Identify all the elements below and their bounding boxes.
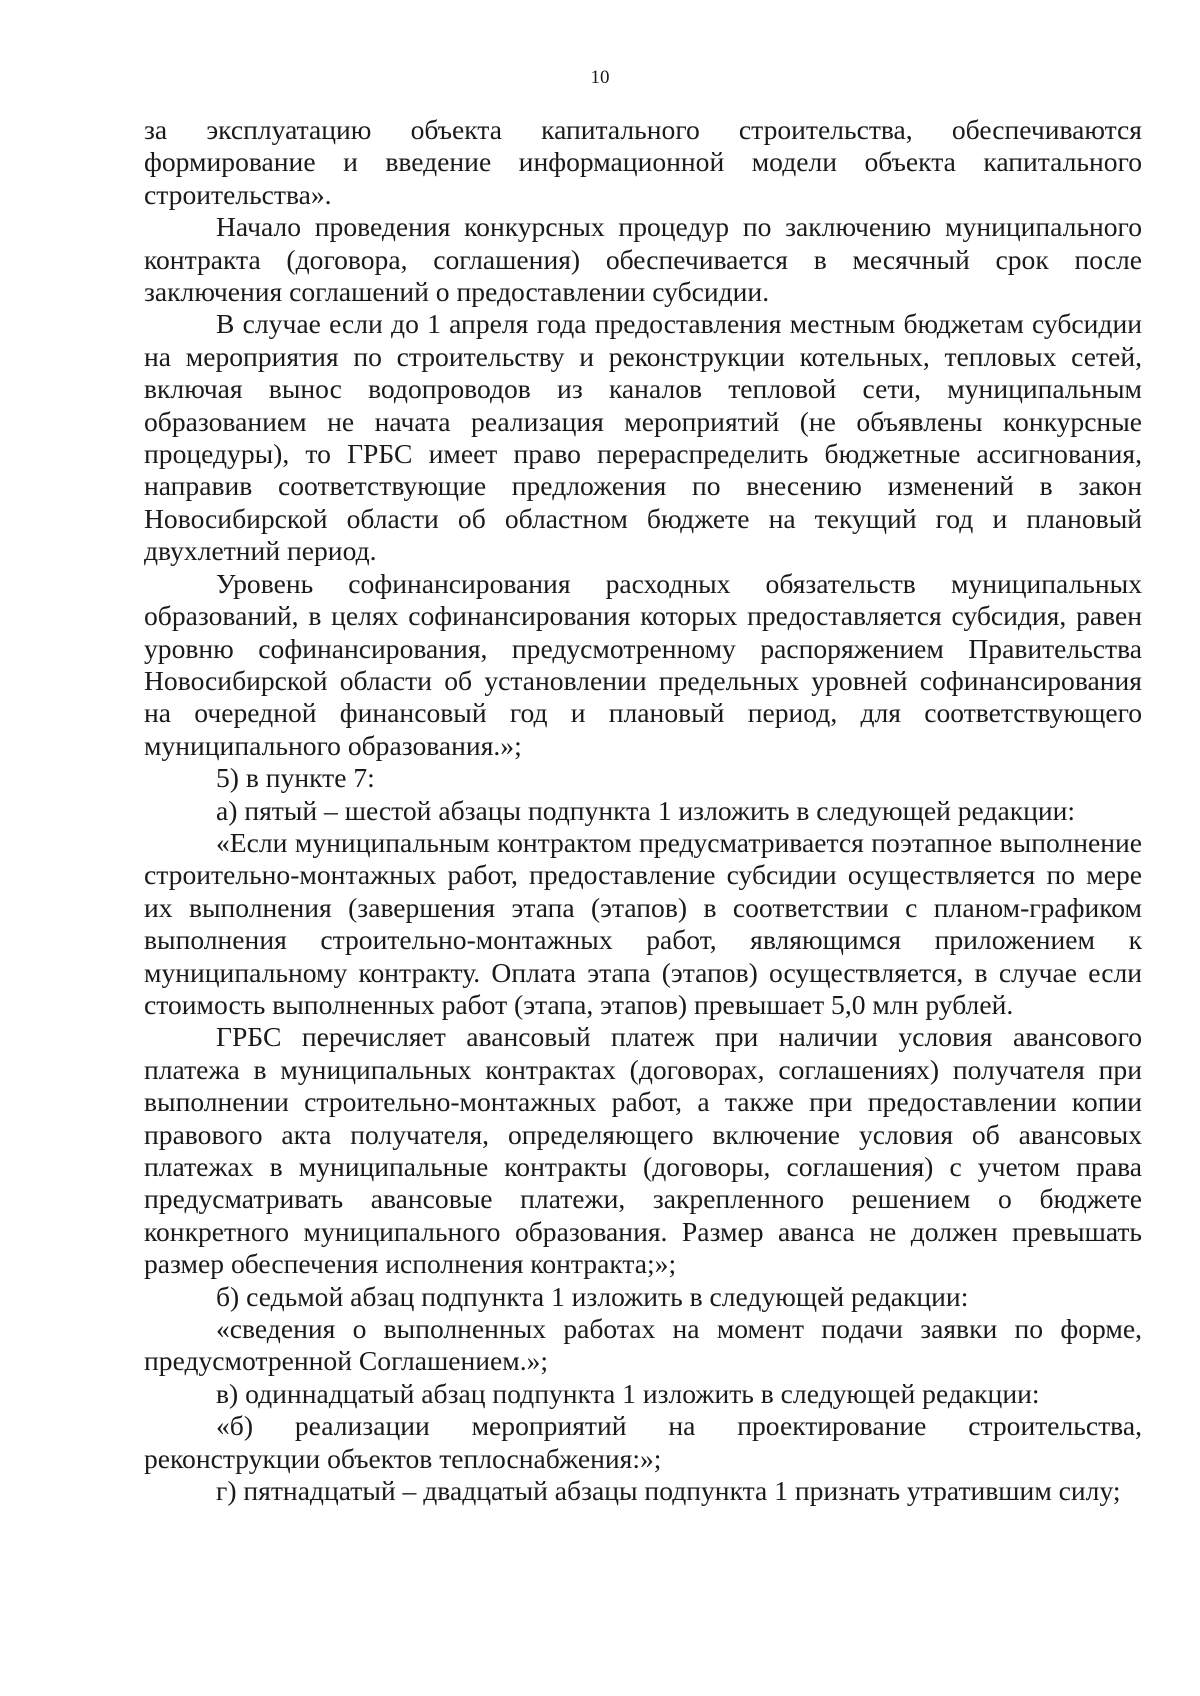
paragraph-tender-start: Начало проведения конкурсных процедур по заключению муниципального контракта (договора, соглашения) обеспечивается в месячный срок после заключения соглашений о предоставлении субсидии.: [144, 211, 1142, 308]
paragraph-item-5: 5) в пункте 7:: [216, 762, 375, 794]
paragraph-redistribution: В случае если до 1 апреля года предоставления местным бюджетам субсидии на мероприятия по строительству и реконструкции котельных, тепловых сетей, включая вынос водопроводов из каналов тепловой сети, муниципальным образованием не начата реализация мероприятий (не объявлены конкурсные процедуры), то ГРБС имеет право перераспределить бюджетные ассигнования, направив соответствующие предложения по внесению изменений в закон Новосибирской области об областном бюджете на текущий год и плановый двухлетний период.: [144, 308, 1142, 567]
paragraph-advance-payment: ГРБС перечисляет авансовый платеж при наличии условия авансового платежа в муниципальных контрактах (договорах, соглашениях) получателя при выполнении строительно-монтажных работ, а также при предоставлении копии правового акта получателя, определяющего включение условия об авансовых платежах в муниципальные контракты (договоры, соглашения) с учетом права предусматривать авансовые платежи, закрепленного решением о бюджете конкретного муниципального образования. Размер аванса не должен превышать размер обеспечения исполнения контракта;»;: [144, 1021, 1142, 1280]
paragraph-design-measures: «б) реализации мероприятий на проектирование строительства, реконструкции объектов теплоснабжения:»;: [144, 1410, 1142, 1474]
paragraph-item-a: а) пятый – шестой абзацы подпункта 1 изложить в следующей редакции:: [216, 794, 1076, 826]
paragraph-item-g: г) пятнадцатый – двадцатый абзацы подпункта 1 признать утратившим силу;: [216, 1475, 1121, 1507]
page-number: 10: [590, 67, 610, 88]
paragraph-continuation: за эксплуатацию объекта капитального строительства, обеспечиваются формирование и введение информационной модели объекта капитального строительства».: [144, 114, 1142, 210]
document-body: [144, 114, 1142, 1507]
paragraph-item-b: б) седьмой абзац подпункта 1 изложить в следующей редакции:: [216, 1280, 969, 1312]
paragraph-cofinancing-level: Уровень софинансирования расходных обязательств муниципальных образований, в целях софинансирования которых предоставляется субсидия, равен уровню софинансирования, предусмотренному распоряжением Правительства Новосибирской области об установлении предельных уровней софинансирования на очередной финансовый год и плановый период, для соответствующего муниципального образования.»;: [144, 567, 1142, 761]
paragraph-works-info: «сведения о выполненных работах на момент подачи заявки по форме, предусмотренной Соглашением.»;: [144, 1313, 1142, 1377]
paragraph-staged-works: «Если муниципальным контрактом предусматривается поэтапное выполнение строительно-монтажных работ, предоставление субсидии осуществляется по мере их выполнения (завершения этапа (этапов) в соответствии с планом-графиком выполнения строительно-монтажных работ, являющимся приложением к муниципальному контракту. Оплата этапа (этапов) осуществляется, в случае если стоимость выполненных работ (этапа, этапов) превышает 5,0 млн рублей.: [144, 826, 1142, 1020]
paragraph-item-v: в) одиннадцатый абзац подпункта 1 изложить в следующей редакции:: [216, 1377, 1040, 1409]
